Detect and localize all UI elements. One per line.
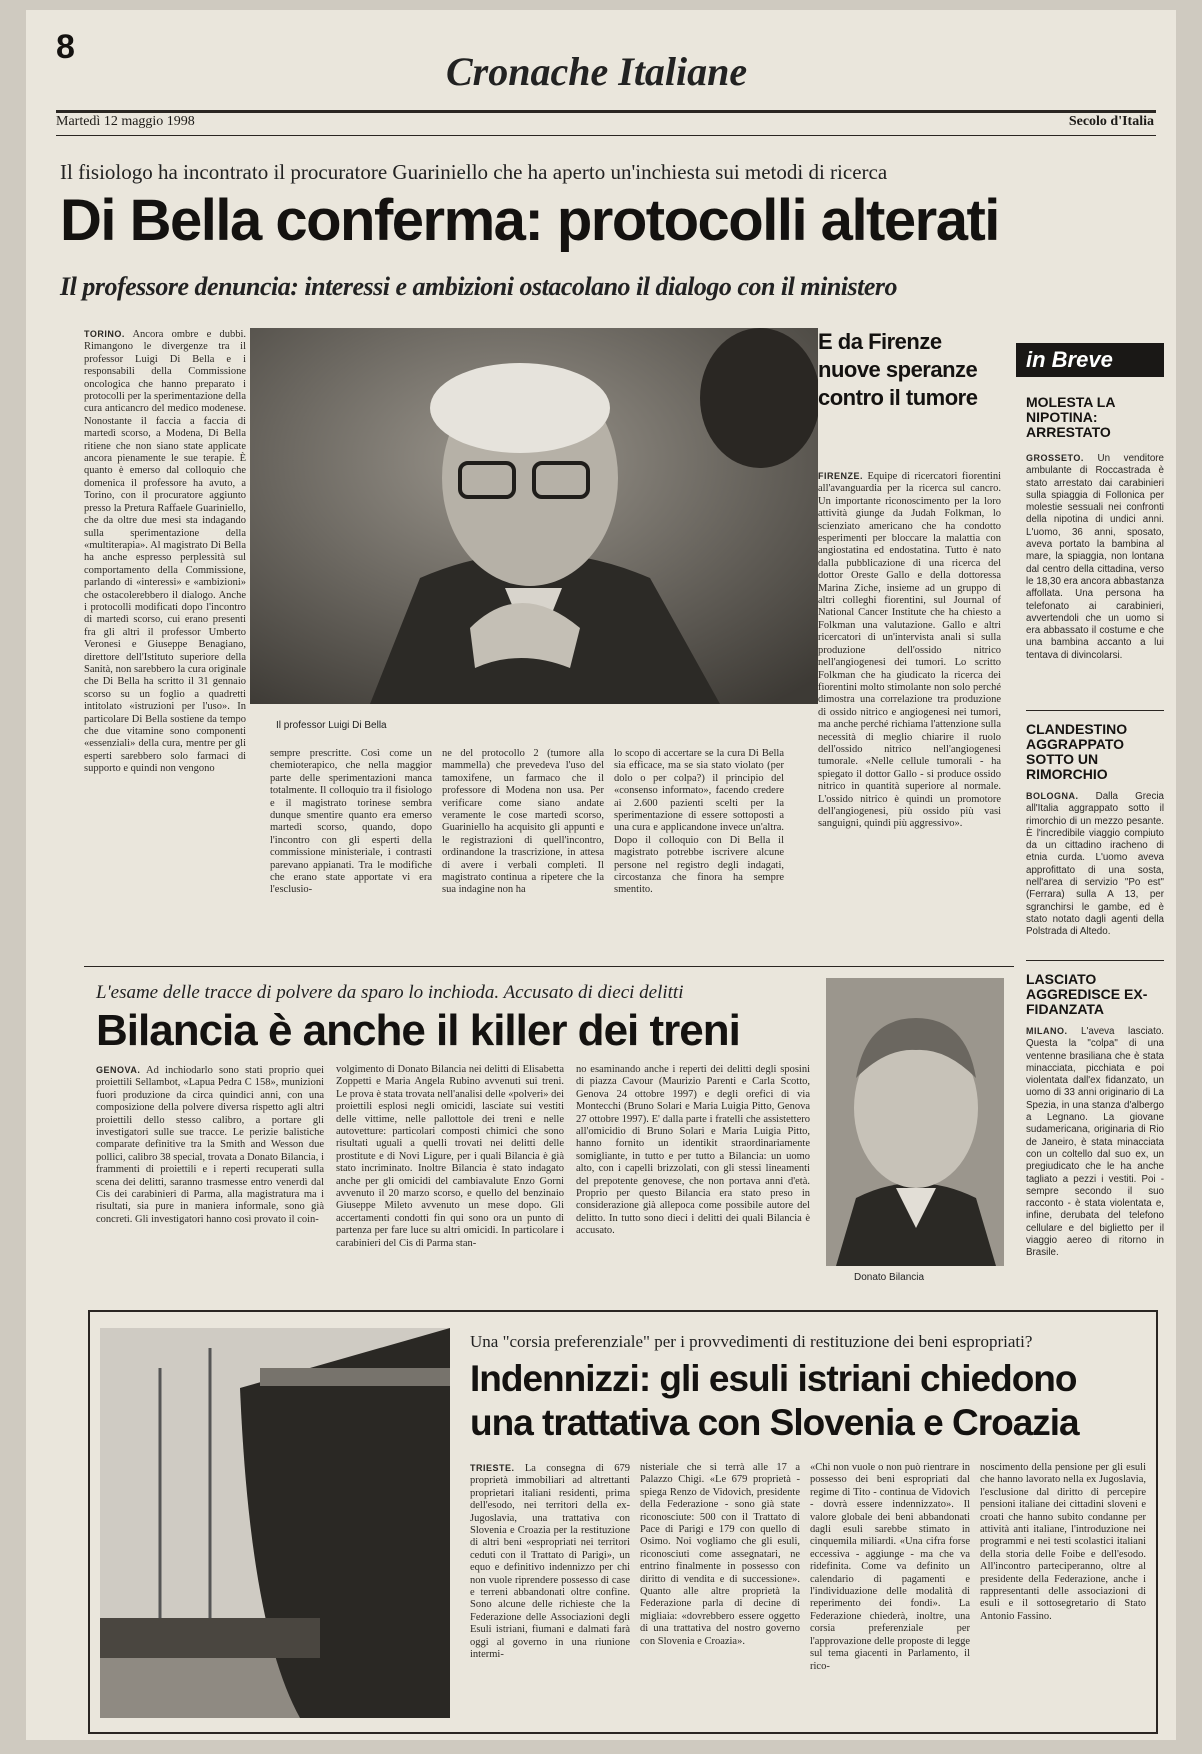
brief-item-3 [1026,972,1164,1270]
indennizzi-photo-ship [100,1328,450,1718]
brief-divider-2 [1026,960,1164,961]
lead-dateline: TORINO. [84,329,125,339]
bilancia-col-3-text: no esaminando anche i reperti dei delitti degli sposini di piazza Cavour (Maurizio Parenti e Carla Scotto, Genova 24 ottobre 1997) e degli orefici di via Montecchi (Bruno Solari e Maria Luigia Pitto, Genova 27 ottobre 1997). E' dalla parte i fratelli che assistettero all'omicidio di Bruno Solari e Maria Luigia Pitto, hanno fornito un identikit straordinariamente somigliante, in tutto e per tutto a Bilancia: un uomo alto, con i capelli brizzolati, con gli stessi lineamenti del prepotente genovese, che non portava anni d'età. Proprio per questo Bilancia era stato preso in considerazione già allepoca come possibile autore del delitto. In tutto sono dieci i delitti dei quali Bilancia è accusato. [576,1064,810,1237]
lead-headline: Di Bella conferma: protocolli alterati [60,188,999,253]
side-dateline: FIRENZE. [818,471,864,481]
lead-col-2-text: sempre prescritte. Così come un chemioterapico, che nella maggior parte delle sperimentazioni manca totalmente. Il colloquio tra il fisiologo e il magistrato torinese sembra dunque smentire quanto era emerso martedì scorso, quando, dopo l'incontro con gli esperti della commissione ministeriale, i contrasti parevano appianati. Tra le modifiche che erano state apportate vi era l'esclusio- [270,748,432,896]
bilancia-col-2 [336,1064,564,1282]
brief-headline-3: LASCIATO AGGREDISCE EX-FIDANZATA [1026,971,1148,1017]
brief-text-3: L'aveva lasciato. Questa la "colpa" di una ventenne brasiliana che è stata minacciata, picchiata e poi violentata dall'ex fidanzato, un uomo di 33 anni originario di La Spezia, in una stanza d'albergo a Legnano. La giovane sudamericana, originaria di Rio de Janeiro, è stata minacciata con un coltello dal suo ex, un pregiudicato che le ha anche tagliato a pezzi i vestiti. Poi - sempre secondo il suo racconto - è stata violentata e, infine, derubata del telefono cellulare e del biglietto per il viaggio aereo di ritorno in Brasile. [1026,1026,1164,1259]
indennizzi-col-2 [640,1462,800,1722]
side-story-text: Equipe di ricercatori fiorentini all'avanguardia per la ricerca sul cancro. Un importante riconoscimento per la loro attività giunge da Judah Folkman, lo scienziato americano che ha condotto esperimenti per bloccare la malattia con angiostatina ed endostatina. Tutto è nato dalla pubblicazione di una ricerca del dottor Oreste Gallo e della dottoressa Marina Ziche, insieme ad un gruppo di altri colleghi fiorentini, sul Journal of National Cancer Institute che ha chiesto a Folkman una valutazione. Gallo e altri ricercatori di un'intervista anali si sulla produzione dell'ossido nitrico nell'angiogenesi dei tumori. Lo scritto Folkman che ha giudicato la ricerca dei fiorentini molto stimolante non solo perché dimostra una correlazione tra produzione di ossido nitrico e angiogenesi nei tumori, ma anche perché richiama l'attenzione sulla necessità di meglio chiarire il ruolo dell'ossido nitrico nell'angiogenesi tumorale. «Nelle cellule tumorali - ha spiegato il dottor Gallo - si produce ossido nitrico in quantità superiore al normale. L'ossido nitrico è quindi un promotore dell'angiogenesi, più ossido più vasi sanguigni, quindi più aggressivo». [818,471,1001,830]
lead-subhead: Il professore denuncia: interessi e ambizioni ostacolano il dialogo con il ministero [60,272,898,301]
lead-kicker: Il fisiologo ha incontrato il procuratore Guariniello che ha aperto un'inchiesta sui metodi di ricerca [60,160,888,184]
indennizzi-col-4-text: noscimento della pensione per gli esuli che hanno lavorato nella ex Jugoslavia, l'esclusione dal diritto di percepire pensioni italiane dei cittadini sloveni e croati che hanno subito condanne per attività anti italiane, l'introduzione nei programmi e nei testi scolastici italiani della storia delle Foibe e dell'esodo. All'incontro parteciperanno, oltre al presidente della Federazione, anche i rappresentanti delle associazioni di esuli e il sottosegretario di Stato Antonio Fassino. [980,1462,1146,1622]
issue-date: Martedì 12 maggio 1998 [56,114,195,129]
header-rule [56,110,1156,113]
bilancia-photo-caption: Donato Bilancia [854,1272,925,1283]
brief-body-2 [1026,790,1164,972]
bilancia-col-1-text: Ad inchiodarlo sono stati proprio quei proiettili Sellambot, «Lapua Pedra C 158», munizioni fuori produzione da circa quindici anni, con una composizione della polvere diversa rispetto agli altri proiettili dello stesso calibro, a portare gli investigatori sulle sue tracce. Le perizie balistiche comparate definitive tra la Smith and Wesson due pollici, calibro 38 special, trovata a Donato Bilancia, i frammenti di proiettili e i reperti recuperati sulla scena dei delitti, saranno trasmesse entro venerdì dal Cis dei carabinieri di Parma, alla magistratura ma i risultati, sia pure in maniera informale, sono già concreti. Gli investigatori hanno così provato il coin- [96,1065,324,1225]
bilancia-kicker: L'esame delle tracce di polvere da sparo lo inchioda. Accusato di dieci delitti [96,982,684,1003]
header-rule-thin [56,135,1156,136]
bilancia-col-2-text: volgimento di Donato Bilancia nei delitti di Elisabetta Zoppetti e Maria Angela Rubino avvenuti sui treni. Le prova è stata trovata nell'analisi delle «polveri» dei proiettili esplosi negli omicidi, lasciate sui vestiti delle vittime, nelle pallottole dei treni e nelle autovetture: particolari composti chimici che sono risultati uguali a quelli trovati nei delitti delle prostitute e di Novi Ligure, per i quali Bilancia è già stato incriminato. Inoltre Bilancia è stato indagato anche per gli omicidi del cambiavalute Enzo Gorni avvenuto il 20 marzo scorso, e quello del benzinaio Giuseppe Mileto avvenuto un mese dopo. Gli accertamenti condotti fin qui sono ora un punto di partenza per fare luce su altri omicidi. In particolare i carabinieri del Cis di Parma stan- [336,1064,564,1249]
indennizzi-kicker: Una "corsia preferenziale" per i provvedimenti di restituzione dei beni espropriati? [470,1332,1033,1351]
indennizzi-headline-line-1: Indennizzi: gli esuli istriani chiedono [470,1358,1077,1399]
indennizzi-col-2-text: nisteriale che si terrà alle 17 a Palazzo Chigi. «Le 679 proprietà - spiega Renzo de Vidovich, presidente della Federazione - sono già state riconosciute: 500 con il Trattato di Pace di Parigi e 179 con quello di Osimo. Noi vogliamo che gli esuli, riconosciuti come assegnatari, ne entrino finalmente in possesso con diritto di vendita e di successione». Quanto alle altre proprietà la Federazione parla di decine di migliaia: «dovrebbero essere oggetto di una trattativa del nostro governo con Slovenia e Croazia». [640,1462,800,1647]
indennizzi-headline-line-2: una trattativa con Slovenia e Croazia [470,1402,1079,1443]
section-divider-1 [84,966,1014,967]
lead-col-3-text: ne del protocollo 2 (tumore alla mammella) che prevedeva l'uso del tamoxifene, un farmaco che il professore di Modena non usa. Per verificare come siano andate veramente le cose martedì scorso, Guariniello ha acquisito gli appunti e le registrazioni di quell'incontro, ordinandone la trascrizione, in attesa di avere i verbali completi. Il magistrato continua a ripetere che la sua indagine non ha [442,748,604,896]
bilancia-headline: Bilancia è anche il killer dei treni [96,1006,740,1055]
lead-photo-di-bella [250,328,818,704]
in-breve-title: in Breve [1026,347,1113,372]
indennizzi-col-1 [470,1462,630,1722]
indennizzi-col-4 [980,1462,1146,1722]
brief-headline-2: CLANDESTINO AGGRAPPATO SOTTO UN RIMORCHIO [1026,721,1128,782]
brief-headline-1: MOLESTA LA NIPOTINA: ARRESTATO [1026,394,1115,440]
newspaper-page [26,10,1176,1740]
indennizzi-col-1-text: La consegna di 679 proprietà immobiliari ad altrettanti proprietari italiani residenti, prima dell'esodo, nei territori della ex-Jugoslavia, una trattativa con Slovenia e Croazia per la restituzione di altri beni «espropriati nei territori ceduti con il Trattato di Parigi», un equo e definitivo indennizzo per chi non vuole riprendere possesso di case e terreni abbandonati oltre confine. Sono alcune delle richieste che la Federazione delle Associazioni degli Esuli istriani, fiumani e dalmati farà oggi al governo in una riunione intermi- [470,1463,630,1661]
brief-item-1 [1026,395,1164,682]
lead-col-1 [84,328,246,956]
side-headline: E da Firenze nuove speranze contro il tumore [818,329,978,410]
brief-text-1: Un venditore ambulante di Roccastrada è stato arrestato dai carabinieri sulla spiaggia di Follonica per molestie sessuali nei confronti della nipotina di undici anni. L'uomo, 36 anni, sposato, aveva portato la bambina al mare, la spiaggia, non lontana dal centro della cittadina, verso le 18,30 era ancora abbastanza affollata. Una persona ha telefonato ai carabinieri, avvertendoli che un uomo si era abbassato il costume e che una bambina accanto a lui tentava di divincolarsi. [1026,453,1164,661]
brief-divider-1 [1026,710,1164,711]
bilancia-col-3 [576,1064,810,1282]
bilancia-dateline: GENOVA. [96,1065,141,1075]
brief-body-1 [1026,452,1164,682]
lead-photo-caption: Il professor Luigi Di Bella [276,720,387,731]
bilancia-photo [826,978,1004,1266]
brief-text-2: Dalla Grecia all'Italia aggrappato sotto il rimorchio di un mezzo pesante. È l'incredibile viaggio compiuto da un cittadino iracheno di etnia curda. L'uomo aveva approfittato di una sosta, nell'area di servizio "Po est" (Ferrara) sulla A 13, per sgranchirsi le gambe, ed è stato notato dagli agenti della Polstrada di Altedo. [1026,791,1164,938]
brief-dateline-2: BOLOGNA. [1026,791,1079,801]
lead-col-4 [614,748,784,956]
indennizzi-col-3-text: «Chi non vuole o non può rientrare in possesso dei beni espropriati dal regime di Tito - continua de Vidovich - dovrà essere indennizzato». Il valore globale dei beni abbandonati dagli esuli sarebbe stimato in cinquemila miliardi. «Una cifra forse eccessiva - aggiunge - ma che va ridefinita. Come va definito un calendario di pagamenti e l'individuazione delle modalità di reperimento dei fondi». La Federazione chiederà, inoltre, una corsia preferenziale per l'approvazione delle proposte di legge sul tema giacenti in Parlamento, il rico- [810,1462,970,1672]
lead-col-2 [270,748,432,956]
indennizzi-col-3 [810,1462,970,1722]
section-title: Cronache Italiane [446,49,748,94]
lead-col-1-text: Ancora ombre e dubbi. Rimangono le divergenze tra il professor Luigi Di Bella e i responsabili della Commissione oncologica che hanno preparato i protocolli per la sperimentazione della cura anticancro del medico modenese. Nonostante il faccia a faccia di martedì scorso, a Modena, Di Bella ritiene che non siano state applicate ancora pienamente le sue terapie. È quanto è emerso dal colloquio che domenica il professore ha avuto, a Torino, con il procuratore aggiunto presso la Pretura Raffaele Guariniello, che da oltre due mesi sta indagando sulla sperimentazione della «multiterapia». Al magistrato Di Bella ha anche espresso perplessità sul comportamento della Commissione, parlando di «interessi» e «ambizioni» che ostacolerebbero il dialogo. Anche i protocolli modificati dopo l'incontro di martedì scorso, cui erano presenti fra gli altri il professor Umberto Veronesi e Giuseppe Benagiano, direttore dell'Istituto superiore della Sanità, non sarebbero la cura originale che Di Bella ha scritto il 31 gennaio scorso su un foglio a quadretti intitolato «istruzioni per l'uso». In particolare Di Bella sostiene da tempo che due vitamine sono componenti «essenziali» della cura, mentre per gli esperti sarebbero solo farmaci di supporto e quindi non vengono [84,329,246,775]
page-number: 8 [56,28,75,66]
lead-col-3 [442,748,604,956]
in-breve-banner [1016,343,1164,377]
brief-dateline-3: MILANO. [1026,1026,1068,1036]
side-story-body [818,470,1001,956]
publication-name: Secolo d'Italia [1068,114,1154,129]
indennizzi-dateline: TRIESTE. [470,1463,515,1473]
brief-body-3 [1026,1025,1164,1270]
brief-item-2 [1026,722,1164,972]
lead-col-4-text: lo scopo di accertare se la cura Di Bella sia efficace, ma se sia stato violato (per dolo o per colpa?) il principio del «consenso informato», facendo credere ai 2.600 pazienti scelti per la sperimentazione di essere sottoposti a una cura e applicandone invece un'altra. Dopo il colloquio con Di Bella il magistrato potrebbe iscrivere alcune persone nel registro degli indagati, circostanza che finora ha sempre smentito. [614,748,784,896]
bilancia-col-1 [96,1064,324,1282]
brief-dateline-1: GROSSETO. [1026,453,1084,463]
